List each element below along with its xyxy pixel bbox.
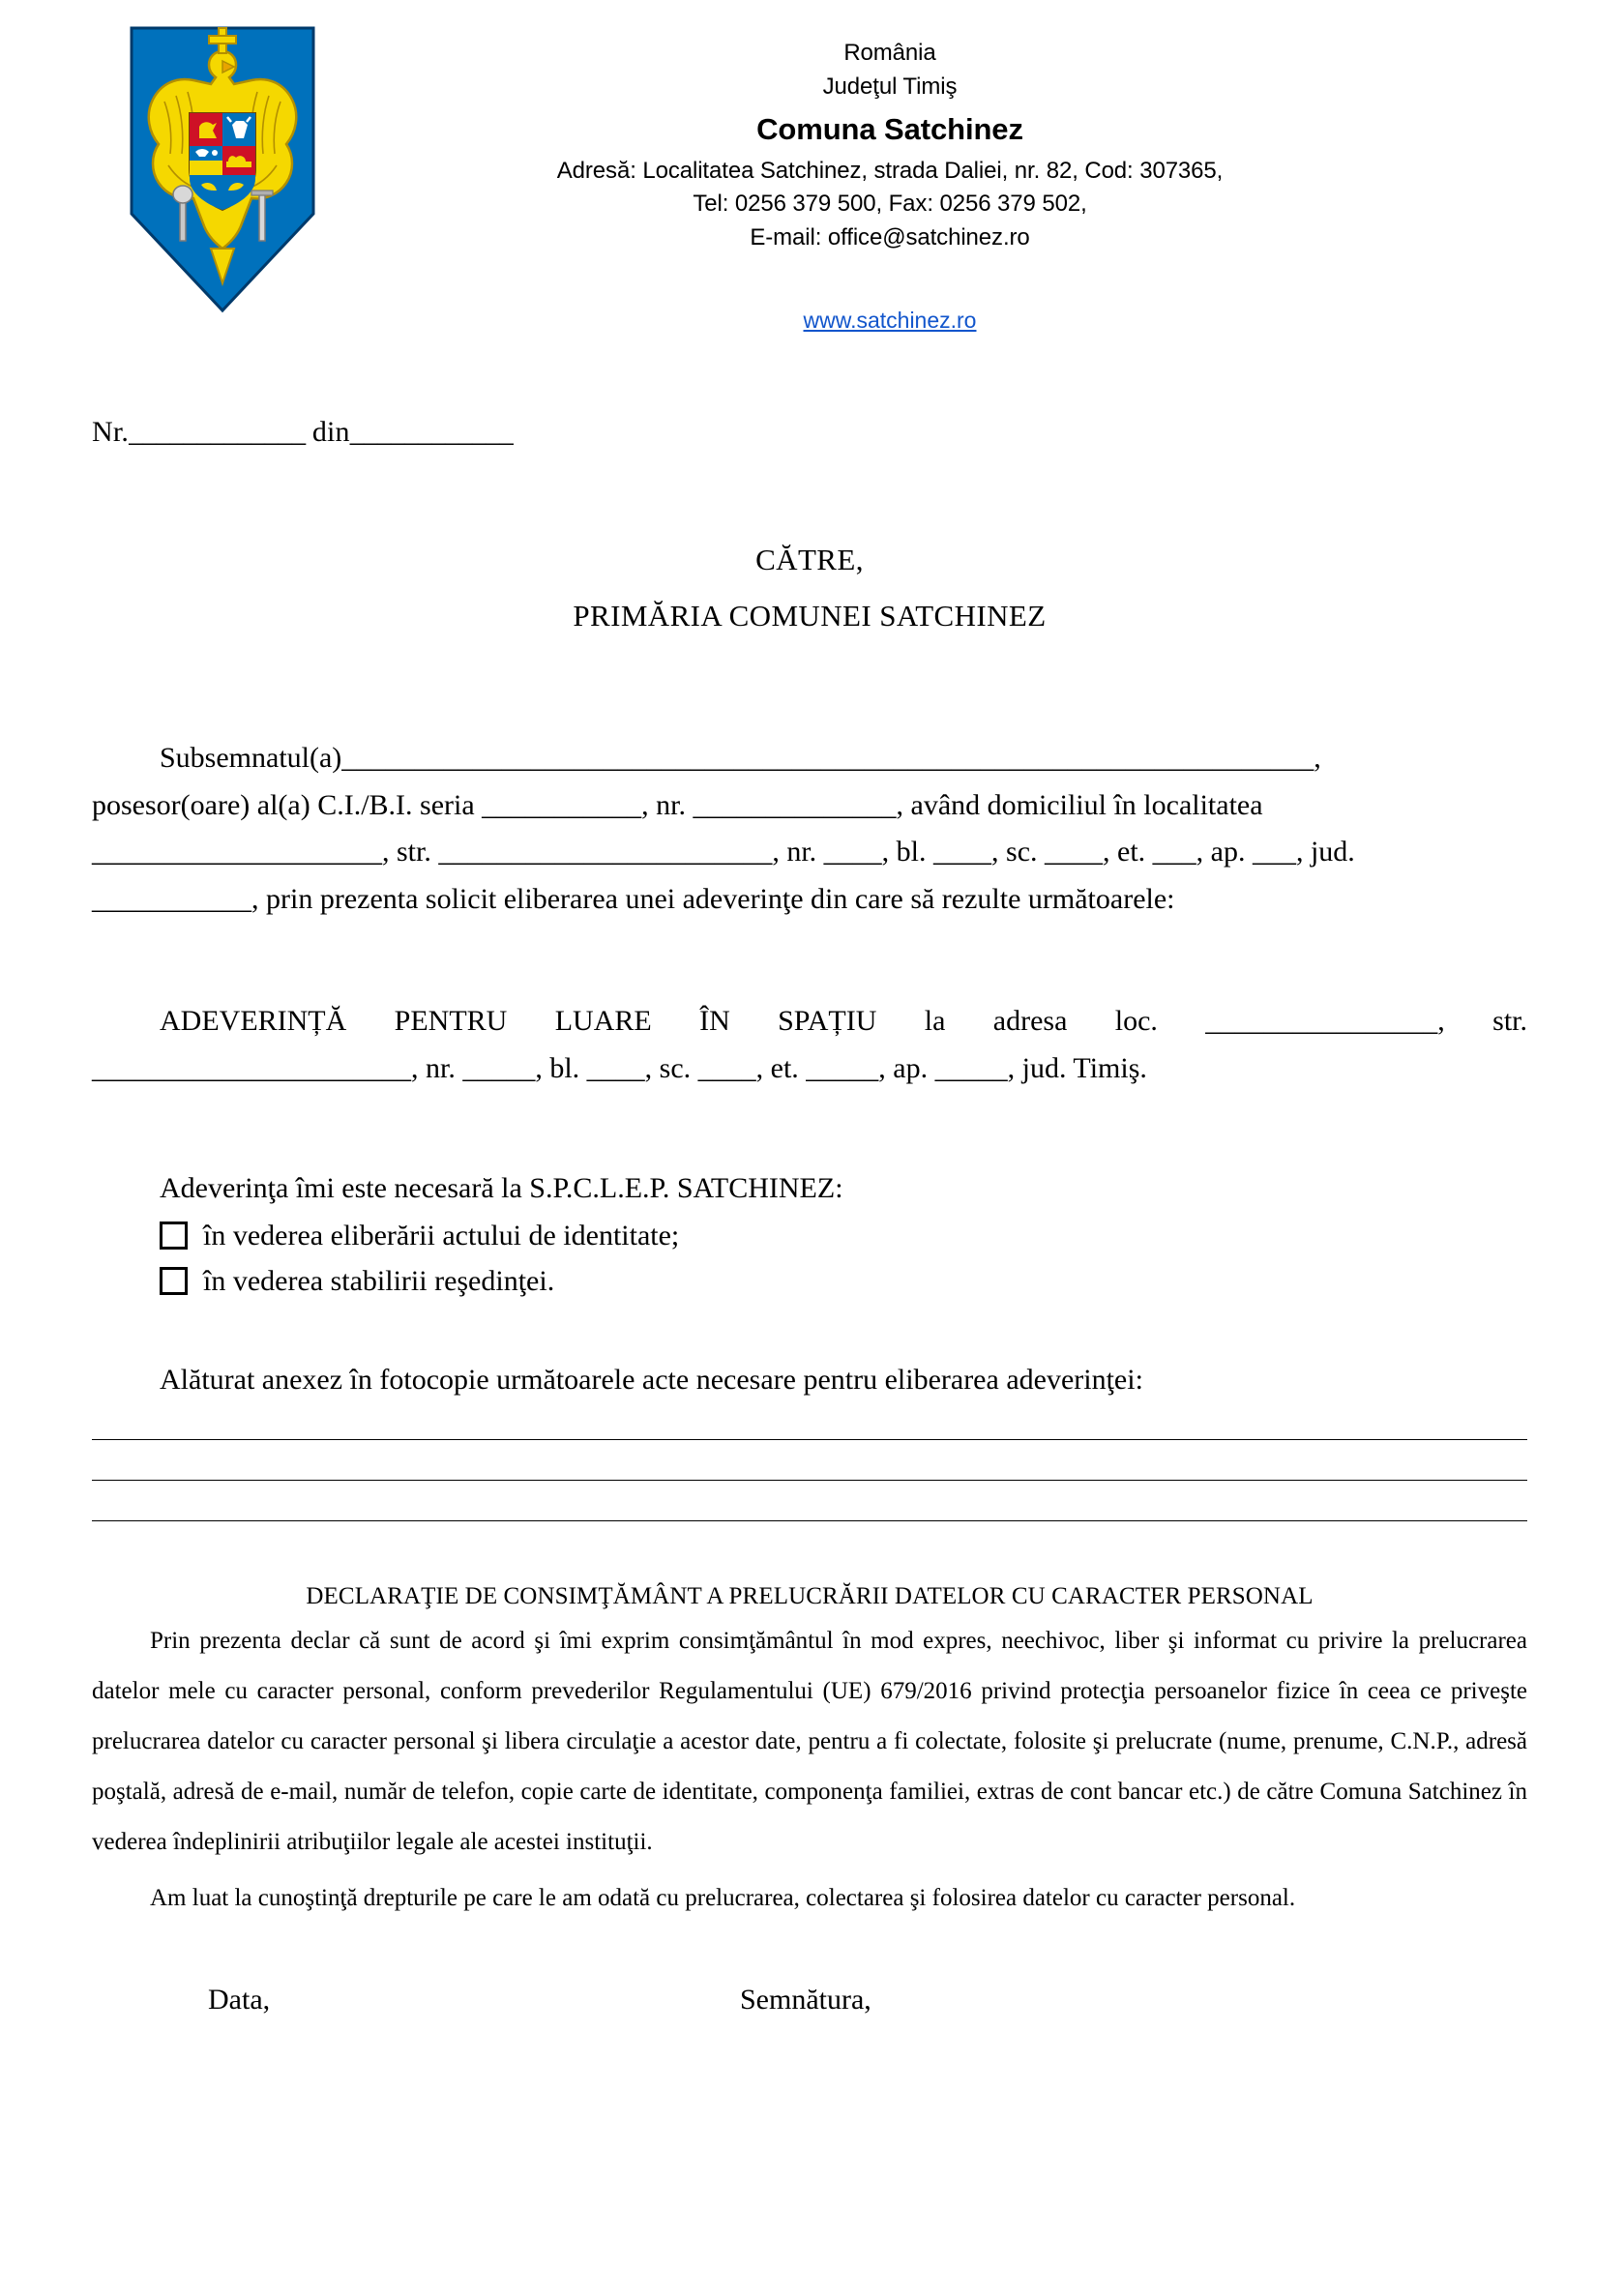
document-body [0, 416, 1624, 2032]
website-link[interactable]: www.satchinez.ro [803, 308, 977, 333]
commune-title: Comuna Satchinez [756, 111, 1023, 146]
reference-line [92, 416, 1527, 449]
checkbox-residence[interactable] [160, 1267, 188, 1295]
certificate-block [92, 998, 1527, 1092]
nr-blank[interactable]: _____________ [129, 416, 306, 448]
certificate-line-2[interactable]: ______________________, nr. _____, bl. ____, sc. ____, et. _____, ap. _____, jud. Timiş. [92, 1051, 1147, 1084]
website-link-wrap [319, 308, 1461, 334]
addressee-institution: PRIMĂRIA COMUNEI SATCHINEZ [573, 599, 1047, 633]
date-label: Data, [208, 1983, 271, 2016]
attachment-blank-line-1[interactable] [92, 1439, 1527, 1440]
addressee-catre: CĂTRE, [755, 543, 864, 576]
purpose-option-row-1[interactable] [160, 1219, 1527, 1251]
phone-line: Tel: 0256 379 500, Fax: 0256 379 502, [693, 191, 1087, 218]
header-org-block [319, 37, 1461, 255]
country-label: România [843, 40, 936, 66]
purpose-option-label-1: în vederea eliberării actului de identitate; [203, 1219, 680, 1251]
attachments-heading: Alăturat anexez în fotocopie următoarele acte necesare pentru eliberarea adeverinţei: [160, 1363, 1143, 1396]
gdpr-text-2: Am luat la cunoştinţă drepturile pe care le am odată cu prelucrarea, colectarea şi folosirea datelor cu caracter personal. [150, 1884, 1296, 1911]
purpose-option-row-2[interactable] [160, 1264, 1527, 1297]
purpose-option-label-2: în vederea stabilirii reşedinţei. [203, 1264, 555, 1297]
gdpr-text-1: Prin prezenta declar că sunt de acord şi îmi exprim consimţământul în mod expres, neechivoc, liber şi informat cu privire la prelucrarea datelor mele cu caracter personal, conform prevederilor Regulamentului (UE) 679/2016 privind protecţia persoanelor fizice în ceea ce priveşte prelucrarea datelor cu caracter personal şi libera circulaţie a acestor date, pentru a fi colectate, folosite şi prelucrate (nume, prenume, C.N.P., adresă poştală, adresă de e-mail, număr de telefon, copie carte de identitate, componenţa familiei, extras de cont bancar etc.) de către Comuna Satchinez în vederea îndeplinirii atribuţiilor legale ale acestei instituţii. [92, 1627, 1527, 1855]
signature-label: Semnătura, [740, 1983, 871, 2016]
signature-row [92, 1984, 1527, 2032]
request-line-4[interactable]: ___________, prin prezenta solicit eliberarea unei adeverinţe din care să rezulte următoarele: [92, 882, 1175, 915]
document-header [0, 0, 1624, 348]
checkbox-identity-document[interactable] [160, 1222, 188, 1250]
request-line-1 [92, 735, 1527, 782]
request-line-3[interactable]: ____________________, str. _______________________, nr. ____, bl. ____, sc. ____, et. ___, ap. ___, jud. [92, 836, 1355, 868]
gdpr-title: DECLARAŢIE DE CONSIMŢĂMÂNT A PRELUCRĂRII DATELOR CU CARACTER PERSONAL [306, 1582, 1314, 1609]
certificate-text-1[interactable]: ADEVERINȚĂ PENTRU LUARE ÎN SPAȚIU la adresa loc. ________________, str. [160, 1005, 1527, 1038]
gdpr-paragraph-1 [92, 1616, 1527, 1868]
request-text-1[interactable]: Subsemnatul(a)___________________________________________________________________, [160, 742, 1321, 774]
attachment-blank-line-2[interactable] [92, 1480, 1527, 1481]
din-label: din [311, 416, 350, 448]
email-line: E-mail: office@satchinez.ro [750, 224, 1030, 251]
attachment-blank-line-3[interactable] [92, 1520, 1527, 1521]
purpose-heading: Adeverinţa îmi este necesară la S.P.C.L.E.P. SATCHINEZ: [160, 1171, 843, 1204]
nr-label: Nr. [92, 416, 130, 448]
gdpr-paragraph-2 [92, 1873, 1527, 1924]
romanian-coat-of-arms-icon [126, 24, 319, 314]
din-blank[interactable]: ____________ [349, 416, 513, 448]
address-line: Adresă: Localitatea Satchinez, strada Daliei, nr. 82, Cod: 307365, [556, 157, 1224, 184]
request-line-2[interactable]: posesor(oare) al(a) C.I./B.I. seria ___________, nr. ______________, având domiciliul în localitatea [92, 788, 1263, 821]
certificate-line-1 [92, 998, 1527, 1045]
county-label: Judeţul Timiş [822, 73, 958, 100]
